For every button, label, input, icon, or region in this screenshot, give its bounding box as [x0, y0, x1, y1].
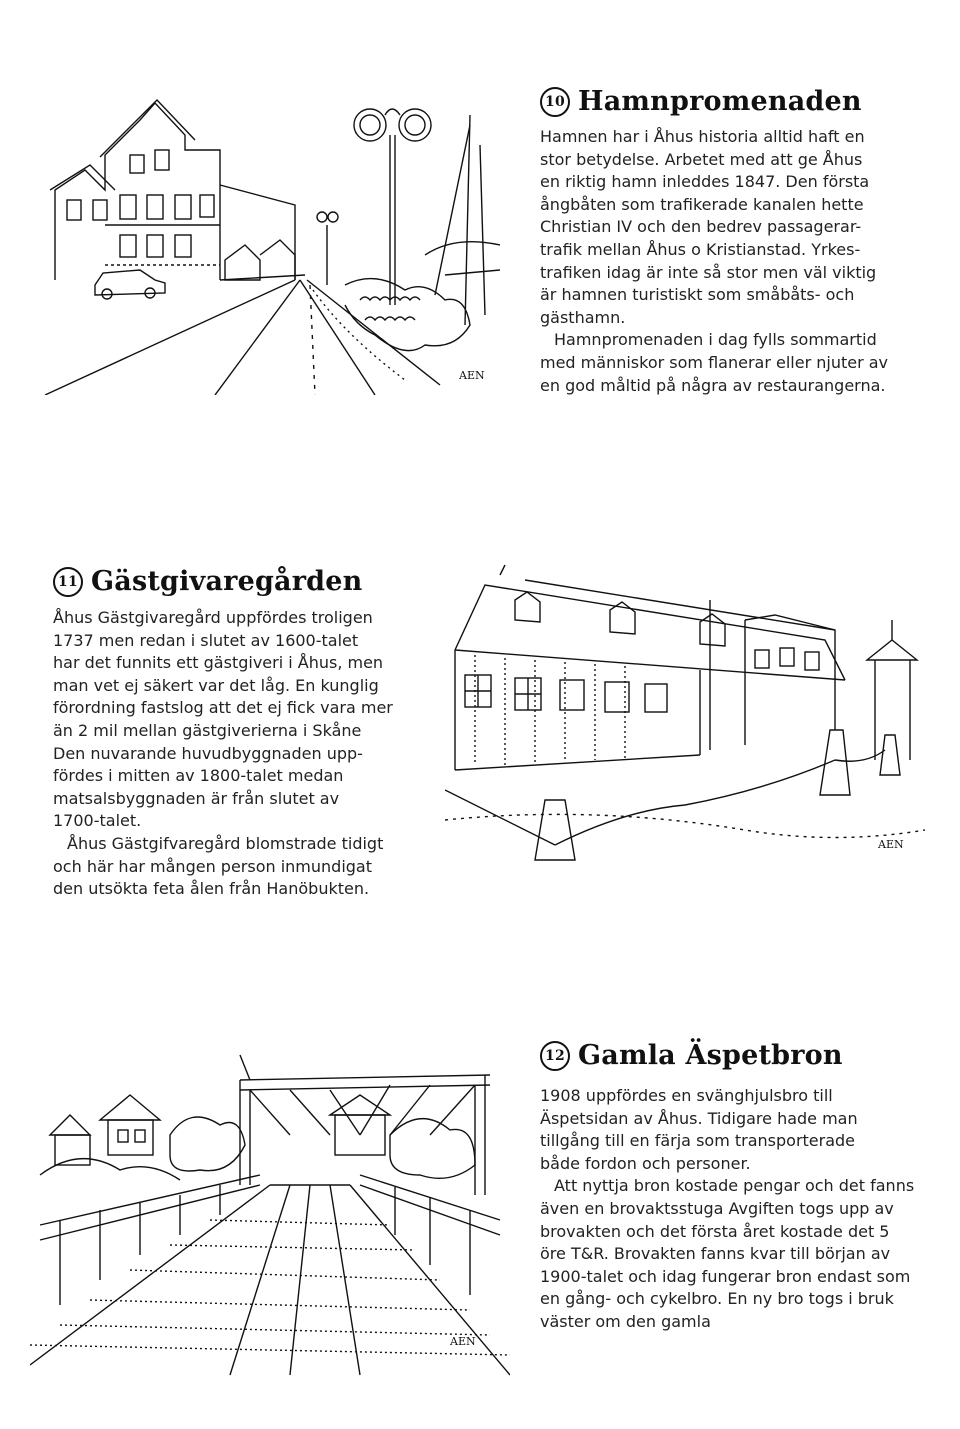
artist-signature: AEN — [459, 369, 485, 382]
section-title: Gamla Äspetbron — [578, 1040, 843, 1071]
section-paragraph: Hamnpromenaden i dag fylls sommartid med människor som flanerar eller njuter av en god måltid på några av restaurangerna. — [540, 330, 889, 395]
section-gastgivaregarden — [53, 566, 443, 901]
artist-signature: AEN — [878, 838, 904, 851]
artist-signature: AEN — [450, 1335, 476, 1348]
section-paragraph: 1908 uppfördes en svänghjulsbro till Äspetsidan av Åhus. Tidigare hade man tillgång till en färja som transporterade både fordon och personer. — [540, 1086, 858, 1173]
section-gamla-aspetbron — [540, 1040, 945, 1334]
inn-building-sketch-icon — [445, 560, 925, 880]
section-number-badge: 11 — [53, 567, 83, 597]
section-number-badge: 10 — [540, 87, 570, 117]
section-paragraph: Åhus Gästgifvaregård blomstrade tidigt och här har mången person inmundigat den utsökta feta ålen från Hanöbukten. — [53, 833, 384, 899]
section-paragraph: Att nyttja bron kostade pengar och det fanns även en brovaktsstuga Avgiften togs upp av brovakten och det första året kostade det 5 öre T&R. Brovakten fanns kvar till början av 1900-talet och idag fungerar bron endast som en gång- och cykelbro. En ny bro togs i bruk väster om den gamla — [540, 1176, 915, 1331]
section-number-badge: 12 — [540, 1041, 570, 1071]
section-heading — [540, 1040, 945, 1071]
section-title: Gästgivaregården — [91, 566, 363, 597]
section-title: Hamnpromenaden — [578, 86, 862, 117]
section-heading — [53, 566, 443, 597]
section-paragraph: Hamnen har i Åhus historia alltid haft en stor betydelse. Arbetet med att ge Åhus en riktig hamn inleddes 1847. Den första ångbåten som trafikerade kanalen hette Christian IV och den bedrev passagerar- trafik mellan Åhus o Kristianstad. Yrkes- trafiken idag är inte så stor men väl viktig är hamnen turistiskt som småbåts- och gästhamn. — [540, 127, 877, 327]
harbour-promenade-sketch-icon — [45, 95, 500, 395]
bascule-bridge-sketch-icon — [30, 1045, 510, 1385]
section-heading — [540, 86, 945, 117]
section-paragraph: Åhus Gästgivaregård uppfördes troligen 1737 men redan i slutet av 1600-talet har det funnits ett gästgiveri i Åhus, men man vet ej säkert var det låg. En kunglig förordning fastslog att det ej fick vara mer än 2 mil mellan gästgiverierna i Skåne Den nuvarande huvudbyggnaden upp- fördes i mitten av 1800-talet medan matsalsbyggnaden är från slutet av 1700-talet. — [53, 608, 393, 831]
section-hamnpromenaden — [540, 86, 945, 397]
